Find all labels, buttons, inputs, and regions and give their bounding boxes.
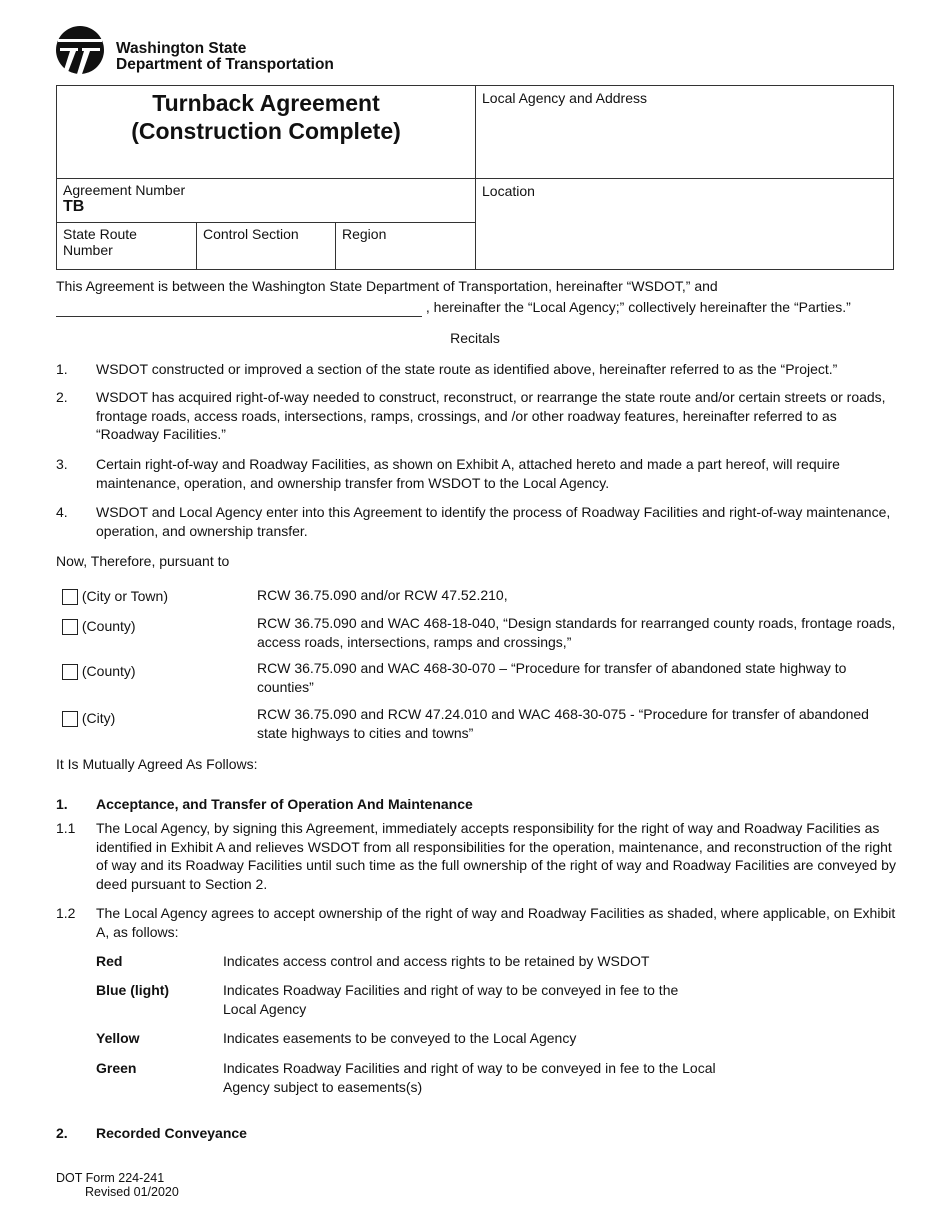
location-cell[interactable] [476,179,894,270]
form-footer [56,1171,179,1199]
recital-num: 3. [56,456,68,472]
color-name-green: Green [96,1060,137,1076]
form-title [57,86,475,145]
local-agency-cell[interactable] [476,86,894,179]
location-label: Location [482,183,535,199]
option-county-1[interactable] [62,617,136,636]
control-section-label: Control Section [203,226,299,242]
color-desc: Indicates access control and access rights to be retained by WSDOT [223,953,650,969]
option-text: RCW 36.75.090 and WAC 468-30-070 – “Procedure for transfer of abandoned state highway to counties” [257,660,847,695]
option-text: RCW 36.75.090 and RCW 47.24.010 and WAC 468-30-075 - “Procedure for transfer of abandoned state highways to cities and towns” [257,706,869,741]
region-label: Region [342,226,387,242]
recitals-heading: Recitals [450,330,500,346]
p12-text: The Local Agency agrees to accept ownership of the right of way and Roadway Facilities as shaded, where applicable, on Exhibit A, as follows: [96,905,896,940]
agreement-number-label: Agreement Number [63,182,186,198]
intro-line2 [56,298,851,317]
option-label: (City) [81,710,116,726]
p11-num: 1.1 [56,820,76,836]
section2-num: 2. [56,1125,68,1141]
state-route-label: State Route Number [63,226,137,258]
form-number: DOT Form 224-241 [56,1171,165,1185]
color-name-red: Red [96,953,123,969]
recital-text: WSDOT has acquired right-of-way needed to construct, reconstruct, or rearrange the state route and/or certain streets or roads, frontage roads, access roads, intersections, ramps, crossings, and /or other roadway features, hereinafter referred to as “Roadway Facilities.” [96,389,886,442]
region-cell[interactable] [336,223,476,270]
agreement-number-cell[interactable] [57,179,476,223]
org-line2: Department of Transportation [116,56,334,73]
section1-num: 1. [56,796,68,812]
checkbox[interactable] [62,589,78,605]
agreed-heading: It Is Mutually Agreed As Follows: [56,756,258,772]
section1-title: Acceptance, and Transfer of Operation And Maintenance [96,796,473,812]
title-line1: Turnback Agreement [152,90,380,116]
color-name-blue: Blue (light) [96,982,170,998]
color-name-yellow: Yellow [96,1030,140,1046]
intro-line2-text: , hereinafter the “Local Agency;” collectively hereinafter the “Parties.” [425,299,851,315]
checkbox[interactable] [62,664,78,680]
org-name [116,41,334,73]
option-text: RCW 36.75.090 and/or RCW 47.52.210, [257,587,508,603]
option-label: (County) [81,663,136,679]
p12-num: 1.2 [56,905,76,921]
option-label: (City or Town) [81,588,168,604]
local-agency-blank[interactable] [56,302,422,317]
option-city[interactable] [62,709,115,728]
control-section-cell[interactable] [197,223,336,270]
state-route-cell[interactable] [57,223,197,270]
form-revised: Revised 01/2020 [85,1185,179,1199]
checkbox[interactable] [62,711,78,727]
p11-text: The Local Agency, by signing this Agreement, immediately accepts responsibility for the right of way and Roadway Facilities as identified in Exhibit A and relieves WSDOT from all responsibilities for the operation, maintenance, and reconstruction of the right of way and its Roadway Facilities until such time as the full ownership of the right of way and Roadway Facilities are conveyed by deed pursuant to Section 2. [96,820,896,892]
org-line1: Washington State [116,40,247,57]
option-county-2[interactable] [62,662,136,681]
intro-line1: This Agreement is between the Washington State Department of Transportation, hereinafter “WSDOT,” and [56,278,718,294]
wsdot-logo-icon [56,26,104,74]
agreement-number-value: TB [63,198,85,215]
color-desc: Indicates Roadway Facilities and right of way to be conveyed in fee to the Local Agency subject to easements(s) [223,1060,716,1095]
header-table [56,85,894,270]
option-label: (County) [81,618,136,634]
option-text: RCW 36.75.090 and WAC 468-18-040, “Design standards for rearranged county roads, frontage roads, access roads, intersections, ramps and crossings,” [257,615,896,650]
checkbox[interactable] [62,619,78,635]
color-desc: Indicates easements to be conveyed to the Local Agency [223,1030,577,1046]
recital-num: 1. [56,361,68,377]
recital-text: Certain right-of-way and Roadway Facilities, as shown on Exhibit A, attached hereto and made a part hereof, will require maintenance, operation, and ownership transfer from WSDOT to the Local Agency. [96,456,840,491]
recital-text: WSDOT constructed or improved a section of the state route as identified above, hereinafter referred to as the “Project.” [96,361,838,377]
title-cell [57,86,476,179]
title-line2: (Construction Complete) [131,118,401,144]
section2-title: Recorded Conveyance [96,1125,247,1141]
pursuant-heading: Now, Therefore, pursuant to [56,553,230,569]
color-desc: Indicates Roadway Facilities and right of way to be conveyed in fee to the Local Agency [223,982,679,1017]
local-agency-label: Local Agency and Address [482,90,648,106]
recital-num: 2. [56,389,68,405]
recital-num: 4. [56,504,68,520]
recital-text: WSDOT and Local Agency enter into this Agreement to identify the process of Roadway Facilities and right-of-way maintenance, operation, and ownership transfer. [96,504,891,539]
option-city-or-town[interactable] [62,587,168,606]
